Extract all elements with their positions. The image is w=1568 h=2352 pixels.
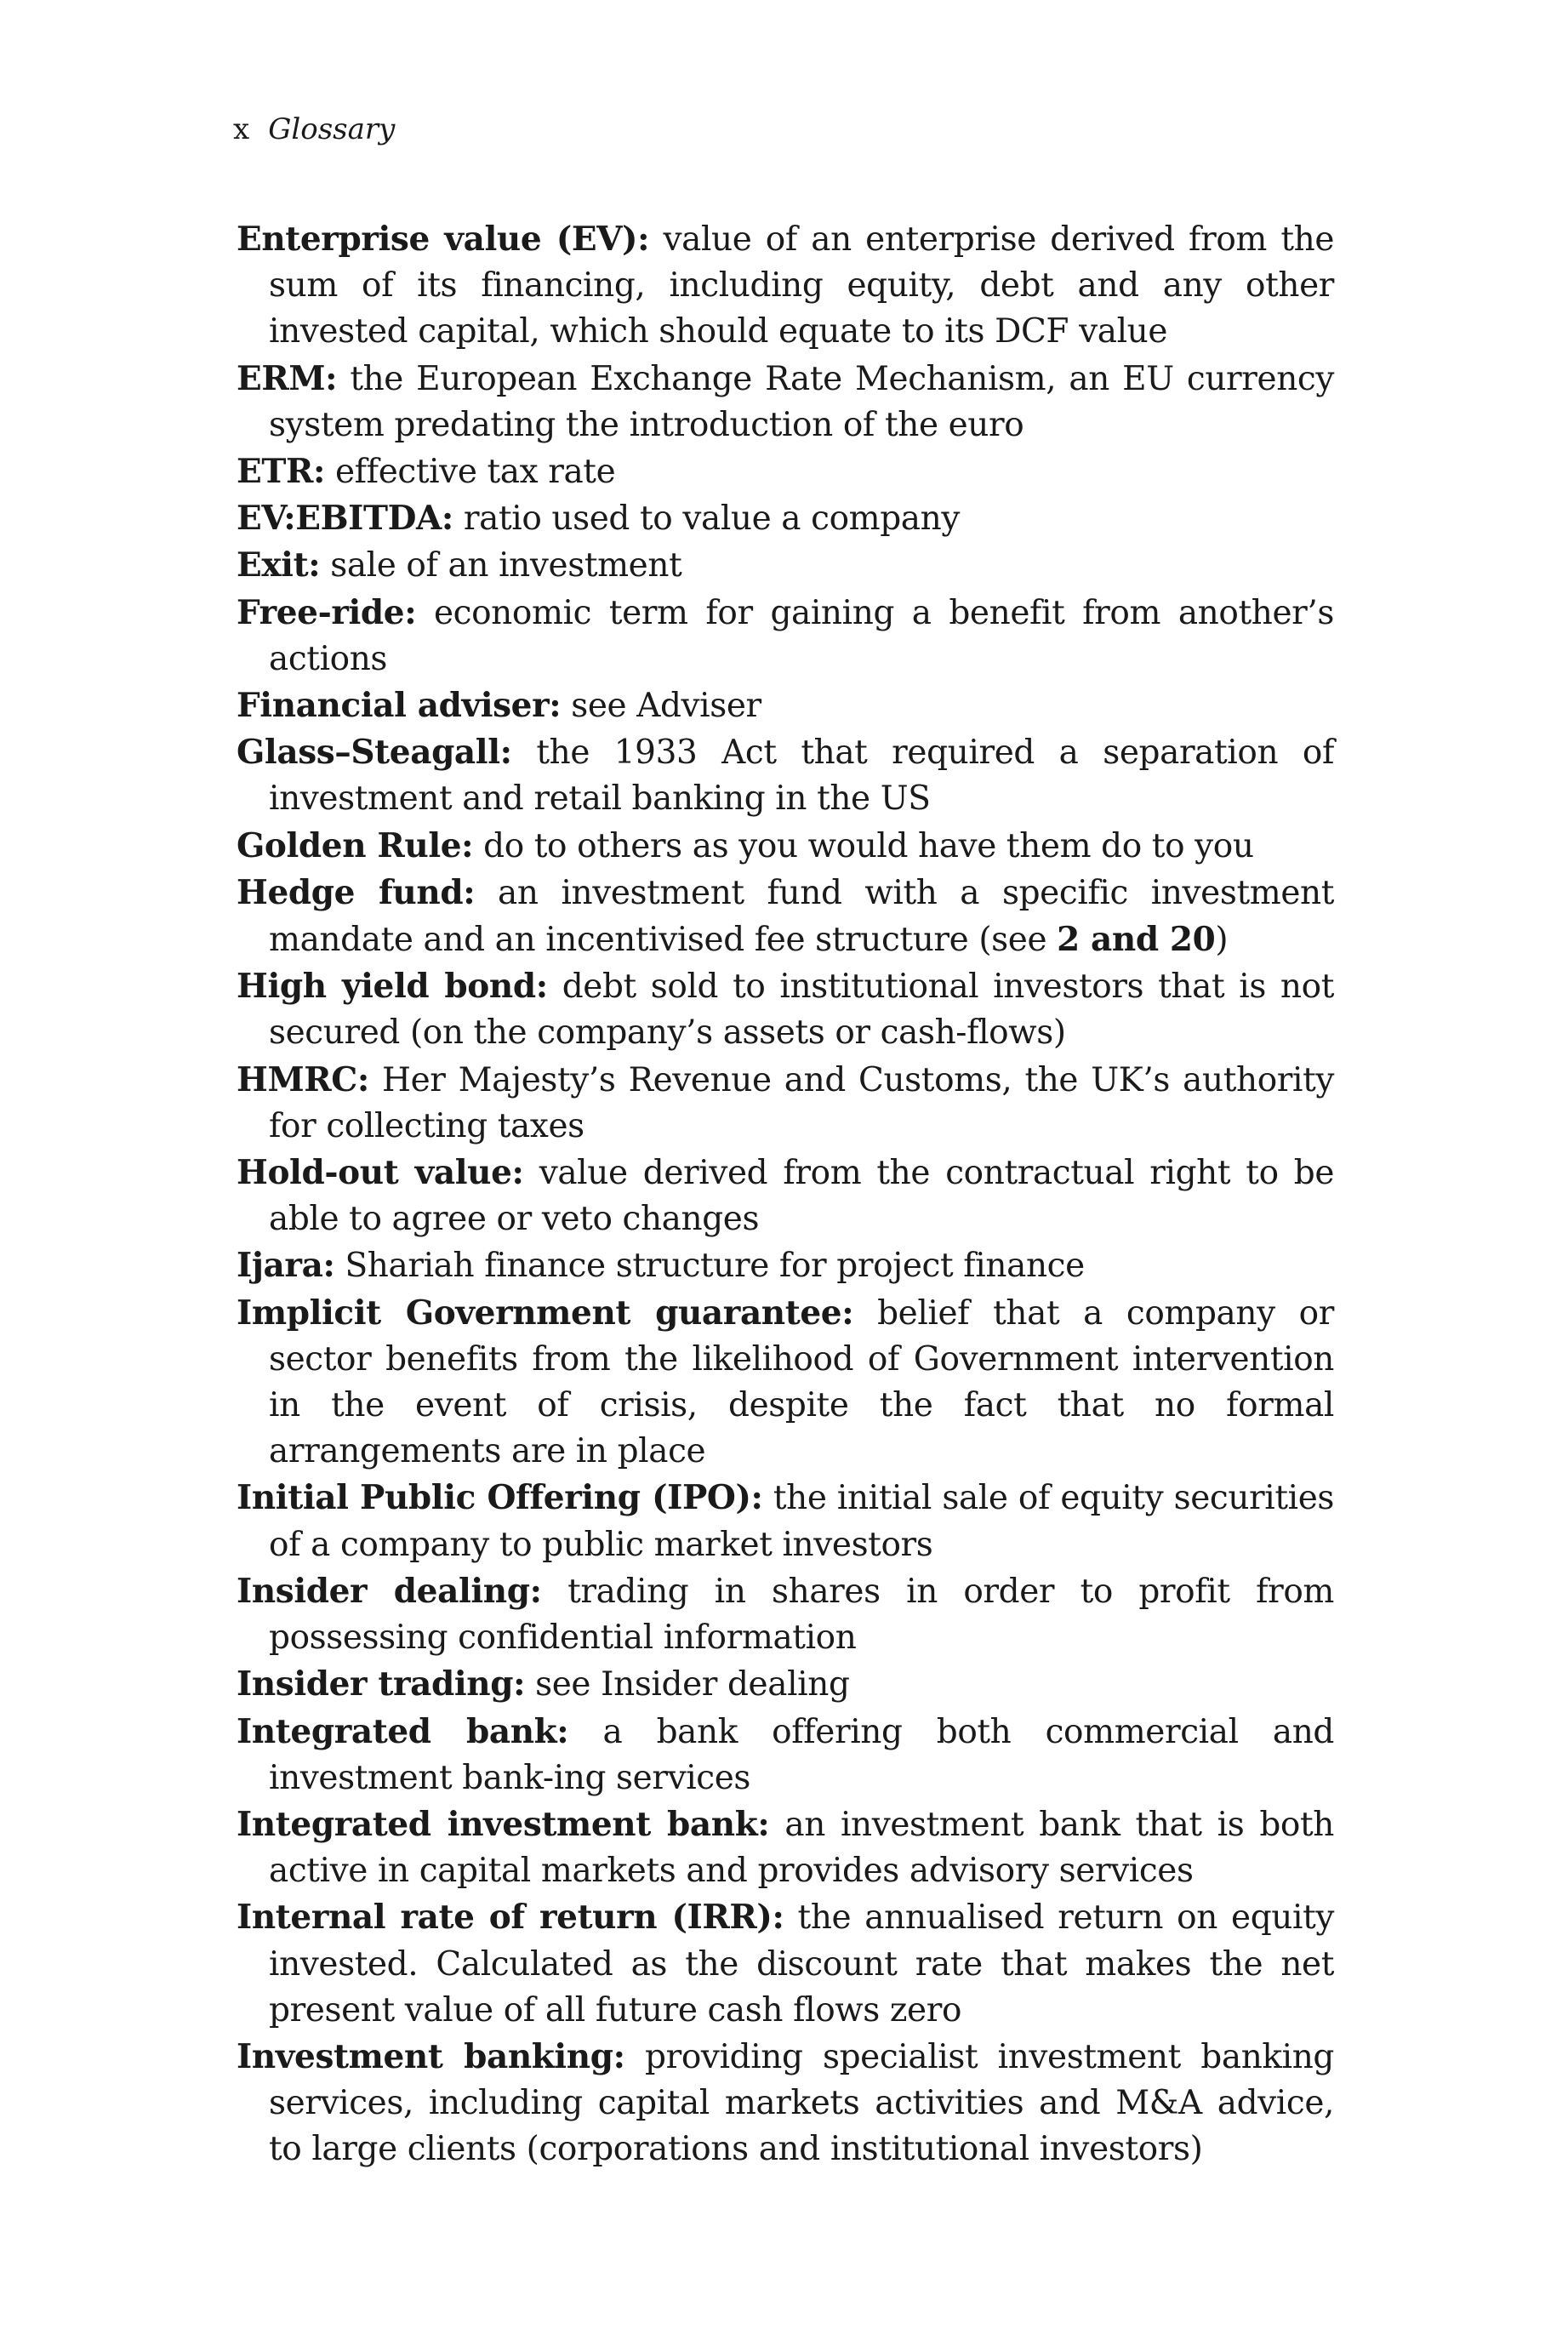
entry-term: ETR: — [237, 452, 325, 492]
glossary-entry — [237, 1894, 1334, 2034]
entry-term: Hedge fund: — [237, 872, 476, 912]
entry-definition: the annualised return on equity invested. Calculated as the discount rate that makes the net present value of all future cash flows zero — [269, 1898, 1334, 2029]
glossary-entry — [237, 448, 1334, 495]
entry-definition: value derived from the contractual right to be able to agree or veto changes — [269, 1154, 1335, 1239]
entry-term: Free-ride: — [237, 592, 417, 632]
glossary-entry — [237, 729, 1334, 822]
glossary-entry — [237, 682, 1334, 729]
entry-definition: belief that a company or sector benefits from the likelihood of Government intervention in the event of crisis, despite the fact that no formal arrangements are in place — [269, 1293, 1334, 1471]
glossary-entry — [237, 1057, 1334, 1150]
entry-definition: the 1933 Act that required a separation of investment and retail banking in the US — [269, 734, 1335, 819]
glossary-entry — [237, 1150, 1334, 1242]
running-head — [233, 112, 395, 146]
entry-term: Initial Public Offering (IPO): — [237, 1478, 763, 1518]
glossary-entry — [237, 590, 1334, 682]
entry-term: High yield bond: — [237, 967, 548, 1007]
glossary-entries — [237, 216, 1334, 2173]
page-number: x — [233, 112, 250, 146]
glossary-entry — [237, 356, 1334, 448]
entry-definition: value of an enterprise derived from the sum of its financing, including equity, debt and any other invested capital, which should equate to its DCF value — [269, 220, 1335, 351]
glossary-entry — [237, 2034, 1334, 2173]
entry-definition: the European Exchange Rate Mechanism, an EU currency system predating the introduction of the euro — [269, 359, 1335, 444]
entry-bold-reference: 2 and 20 — [1057, 920, 1216, 960]
entry-definition: an investment fund with a specific investment mandate and an incentivised fee structure (see — [269, 873, 1334, 960]
entry-term: Insider dealing: — [237, 1571, 542, 1611]
glossary-entry — [237, 1801, 1334, 1894]
entry-term: Implicit Government guarantee: — [237, 1293, 854, 1333]
glossary-entry — [237, 963, 1334, 1056]
entry-definition: providing specialist investment banking services, including capital markets activities and M&A advice, to large clients (corporations and institutional investors) — [269, 2037, 1334, 2169]
entry-definition: do to others as you would have them do to you — [483, 826, 1254, 865]
entry-definition-tail: ) — [1215, 921, 1229, 960]
entry-definition: an investment bank that is both active in capital markets and provides advisory services — [269, 1805, 1335, 1891]
entry-definition: see Adviser — [571, 687, 761, 726]
entry-definition: the initial sale of equity securities of a company to public market investors — [269, 1479, 1334, 1564]
entry-term: Exit: — [237, 545, 321, 585]
entry-definition: Her Majesty’s Revenue and Customs, the UK’s authority for collecting taxes — [269, 1060, 1334, 1145]
section-title: Glossary — [268, 112, 396, 146]
entry-definition: a bank offering both commercial and investment bank-ing services — [269, 1712, 1334, 1797]
glossary-entry — [237, 1242, 1334, 1289]
glossary-entry — [237, 1290, 1334, 1476]
glossary-entry — [237, 1709, 1334, 1801]
glossary-entry — [237, 1475, 1334, 1567]
entry-term: Integrated bank: — [237, 1711, 569, 1751]
glossary-entry — [237, 542, 1334, 589]
entry-term: Glass–Steagall: — [237, 733, 512, 773]
glossary-entry — [237, 1568, 1334, 1661]
entry-definition: see Insider dealing — [535, 1665, 850, 1704]
entry-term: Insider trading: — [237, 1664, 526, 1704]
glossary-entry — [237, 216, 1334, 356]
entry-definition: sale of an investment — [330, 546, 682, 585]
glossary-entry — [237, 823, 1334, 870]
glossary-entry — [237, 495, 1334, 542]
entry-term: EV:EBITDA: — [237, 499, 453, 539]
entry-term: Enterprise value (EV): — [237, 220, 650, 259]
entry-definition: ratio used to value a company — [463, 500, 961, 539]
entry-term: Financial adviser: — [237, 686, 562, 726]
glossary-entry — [237, 870, 1334, 963]
entry-term: Investment banking: — [237, 2036, 625, 2076]
entry-term: Integrated investment bank: — [237, 1804, 770, 1844]
entry-definition: economic term for gaining a benefit from another’s actions — [269, 593, 1334, 678]
entry-definition: debt sold to institutional investors that is not secured (on the company’s assets or cash-flows) — [269, 968, 1334, 1053]
entry-term: Ijara: — [237, 1246, 335, 1286]
entry-definition: trading in shares in order to profit from possessing confidential information — [269, 1572, 1335, 1658]
entry-definition: effective tax rate — [334, 453, 616, 492]
entry-definition: Shariah finance structure for project finance — [345, 1247, 1085, 1286]
entry-term: HMRC: — [237, 1059, 369, 1099]
entry-term: ERM: — [237, 358, 338, 398]
entry-term: Hold-out value: — [237, 1153, 524, 1193]
glossary-entry — [237, 1661, 1334, 1708]
entry-term: Golden Rule: — [237, 825, 474, 865]
entry-term: Internal rate of return (IRR): — [237, 1898, 784, 1938]
